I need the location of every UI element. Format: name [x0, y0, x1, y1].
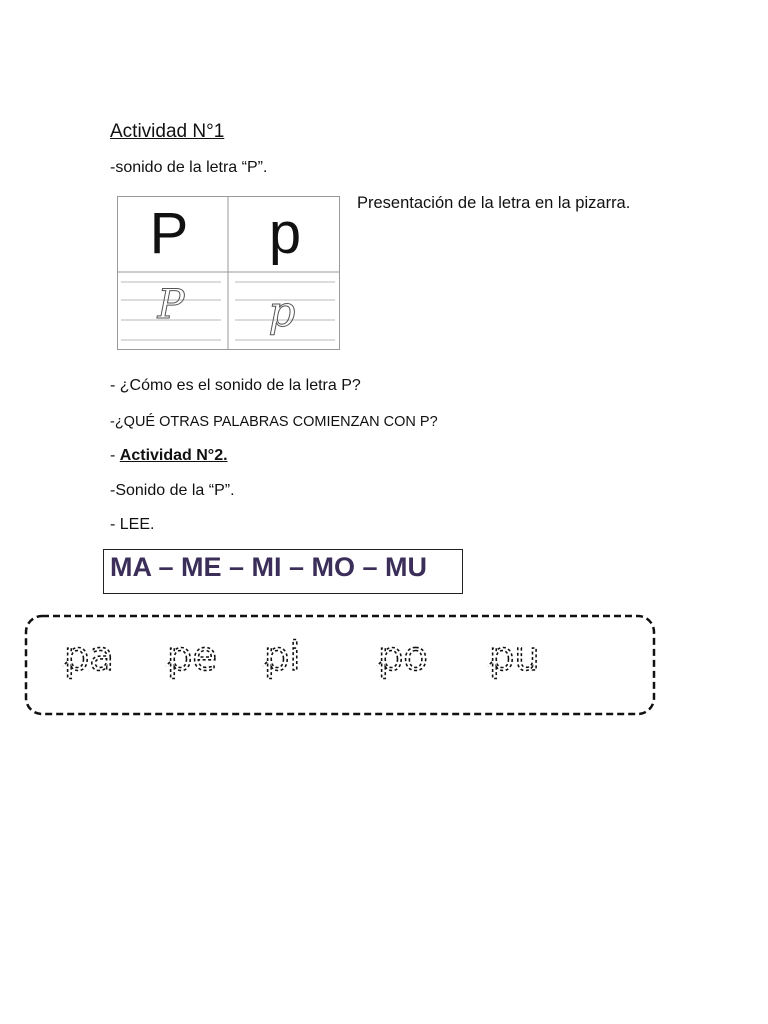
activity2-title: Actividad N°2. [119, 447, 228, 464]
syllables-text: MA – ME – MI – MO – MU [110, 552, 428, 582]
syllables-box [103, 549, 463, 594]
question-other-words: -¿QUÉ OTRAS PALABRAS COMIENZAN CON P? [110, 414, 438, 430]
cursive-lower-p: p [268, 287, 296, 336]
tracing-syllable-pe: pe [167, 634, 217, 680]
cursive-upper-p: P [157, 282, 185, 328]
presentation-text: Presentación de la letra en la pizarra. [357, 194, 631, 212]
activity2-subtitle: -Sonido de la “P”. [110, 482, 235, 499]
print-lower-p: p [268, 201, 302, 266]
tracing-exercise [24, 614, 656, 716]
question-sound: - ¿Cómo es el sonido de la letra P? [110, 377, 361, 394]
print-upper-p: P [149, 201, 189, 266]
tracing-syllable-po: po [378, 634, 428, 680]
letter-p-card [117, 196, 340, 350]
tracing-syllable-pu: pu [489, 634, 540, 680]
tracing-syllable-pi: pi [264, 634, 301, 680]
tracing-syllable-pa: pa [64, 634, 114, 680]
activity1-subtitle: -sonido de la letra “P”. [110, 159, 268, 176]
activity1-title: Actividad N°1 [110, 121, 225, 142]
activity2-heading [110, 447, 228, 465]
activity2-prefix: - [110, 447, 120, 464]
read-instruction: - LEE. [110, 516, 155, 533]
